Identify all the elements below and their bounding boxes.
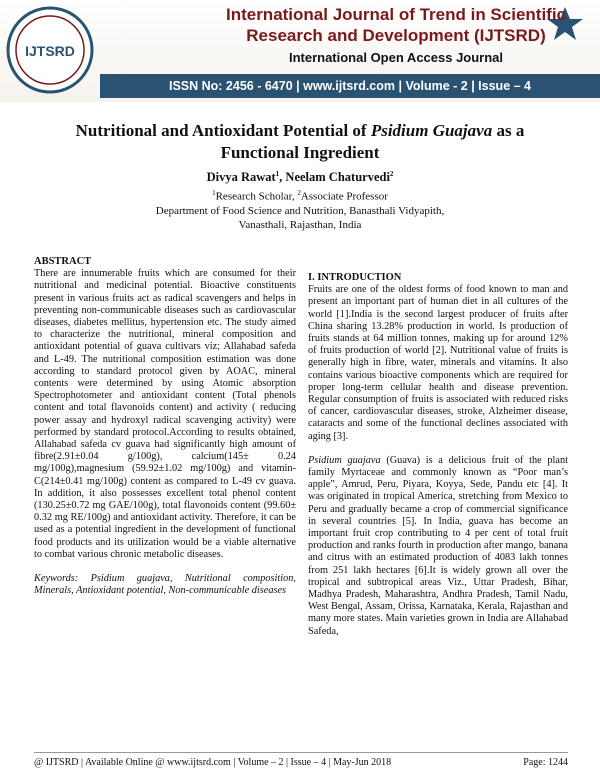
abstract-column bbox=[34, 256, 296, 609]
location: Vanasthali, Rajasthan, India bbox=[238, 218, 362, 231]
journal-banner bbox=[0, 0, 600, 102]
title-part-a: Nutritional and Antioxidant Potential of bbox=[75, 121, 371, 140]
journal-logo-icon bbox=[6, 6, 94, 94]
intro-paragraph-1: Fruits are one of the oldest forms of food known to man and present an important part of human diet in all cultures of the world [1].India is the second largest producer of fruits after China sharing 13.28% production in world. Is production of fruits stands at 64 million tonnes, making up for around 12% of fruits production of world [2]. Nutritional value of fruits is generally high in fibre, water, minerals and vitamins. It also contains various bioactive components which are required for proper long-term cellular health and disease prevention. Regular consumption of fruits is associated with reduced risks of cancer, cardiovascular diseases, stroke, Alzheimer disease, cataracts and some of the functional declines associated with aging [3]. bbox=[308, 284, 568, 442]
author-2: Neelam Chaturvedi bbox=[285, 170, 390, 185]
species-name: Psidium guajava bbox=[308, 454, 381, 466]
department: Department of Food Science and Nutrition, Banasthali Vidyapith, bbox=[155, 204, 445, 217]
issn-bar bbox=[100, 74, 600, 98]
svg-text:IJTSRD: IJTSRD bbox=[25, 43, 75, 59]
authors: Divya Rawat$^1$, Neelam Chaturvedi$^2$ bbox=[206, 170, 394, 185]
role-2: Associate Professor bbox=[300, 190, 388, 203]
title-line2: Functional Ingredient bbox=[220, 143, 380, 162]
page-number: Page: 1244 bbox=[523, 757, 568, 768]
journal-name-line1: International Journal of Trend in Scientific bbox=[225, 5, 567, 24]
paper-title bbox=[30, 120, 570, 164]
abstract-heading: ABSTRACT bbox=[34, 256, 92, 267]
footer-divider bbox=[34, 752, 568, 753]
intro-paragraph-2-text: (Guava) is a delicious fruit of the plant family Myrtaceae and commonly known as “Poor man’s apple”, Amrud, Peru, Piyara, Koyya, Sede, Pandu etc [4]. It was originated in tropical America, stretching from Mexico to Peru and gradually became a crop of commercial significance in several countries [5]. In India, guava has become an important fruit crop contributing to 4 per cent of total fruit production and ranks fourth in production after mango, banana and citrus with an estimated production of 4083 lakh tonnes from 251 lakh hectares [6].It is widely grown all over the tropical and subtropical areas Viz., Uttar Pradesh, Bihar, Madhya Pradesh, Maharashtra, Andhra Pradesh, Tamil Nadu, West Bengal, Assam, Orissa, Karnataka, Kerala, Rajasthan and many more states. Main varieties grown in India are Allahabad Safeda, bbox=[308, 454, 568, 637]
role-1: Research Scholar, bbox=[215, 190, 298, 203]
title-italic: Psidium Guajava bbox=[370, 121, 493, 140]
introduction-heading: I. INTRODUCTION bbox=[308, 272, 402, 283]
abstract-body: There are innumerable fruits which are consumed for their nutritional and medicinal potential. Bioactive constituents present in various fruits act as radical scavengers and helps in preventing non-communicable diseases such as cardiovascular diseases, diabetes mellitus, hypertension etc. The study aimed to characterize the nutritional, mineral composition and antioxidant potential of guava cultivars viz; Allahabad safeda and L-49. The nutritional composition estimation was done according to standard protocol given by AOAC, mineral contents were determined by using Atomic absorption Spectrophotometer and antioxidant content (Total phenols content and total flavonoids content) and activity ( reducing power assay and hydroxyl radical scavenging activity) were performed by standard protocol.According to results obtained, Allahabad safeda cv guava had significantly high amount of fibre(2.91±0.04 g/100g), calcium(145± 0.24 mg/100g),magnesium (59.92±1.02 mg/100g) and vitamin-C(214±0.41 mg/100g) content as compared to L-49 cv guava. In addition, it also possesses excellent total phenol content (130.25±0.72 mg GAE/100g), total flavonoids content (99.60± 0.32 mg RE/100g) and antioxidant activity. Therefore, it can be used as a potential ingredient in the development of functional food products and its utilization would be a viable alternative to combat various chronic metabolic diseases. bbox=[34, 268, 296, 560]
journal-access: International Open Access Journal bbox=[288, 50, 504, 65]
journal-name-line2: Research and Development (IJTSRD) bbox=[246, 26, 546, 45]
page-footer bbox=[34, 757, 568, 768]
introduction-column bbox=[308, 272, 568, 650]
keywords: Keywords: Psidium guajava, Nutritional composition, Minerals, Antioxidant potential, Non-communicable diseases bbox=[34, 573, 296, 597]
intro-paragraph-2 bbox=[308, 455, 568, 638]
footer-left: @ IJTSRD | Available Online @ www.ijtsrd.com | Volume – 2 | Issue – 4 | May-Jun 2018 bbox=[34, 757, 392, 768]
affiliations: $^1$Research Scholar, $^2$Associate Professor Department of Food Science and Nutrition, Banasthali Vidyapith, Vanasthali, Rajasthan, India bbox=[155, 189, 445, 231]
issn-text: ISSN No: 2456 - 6470 | www.ijtsrd.com | Volume - 2 | Issue – 4 bbox=[168, 79, 531, 93]
title-part-b: as a bbox=[492, 121, 525, 140]
author-1: Divya Rawat bbox=[206, 170, 276, 185]
